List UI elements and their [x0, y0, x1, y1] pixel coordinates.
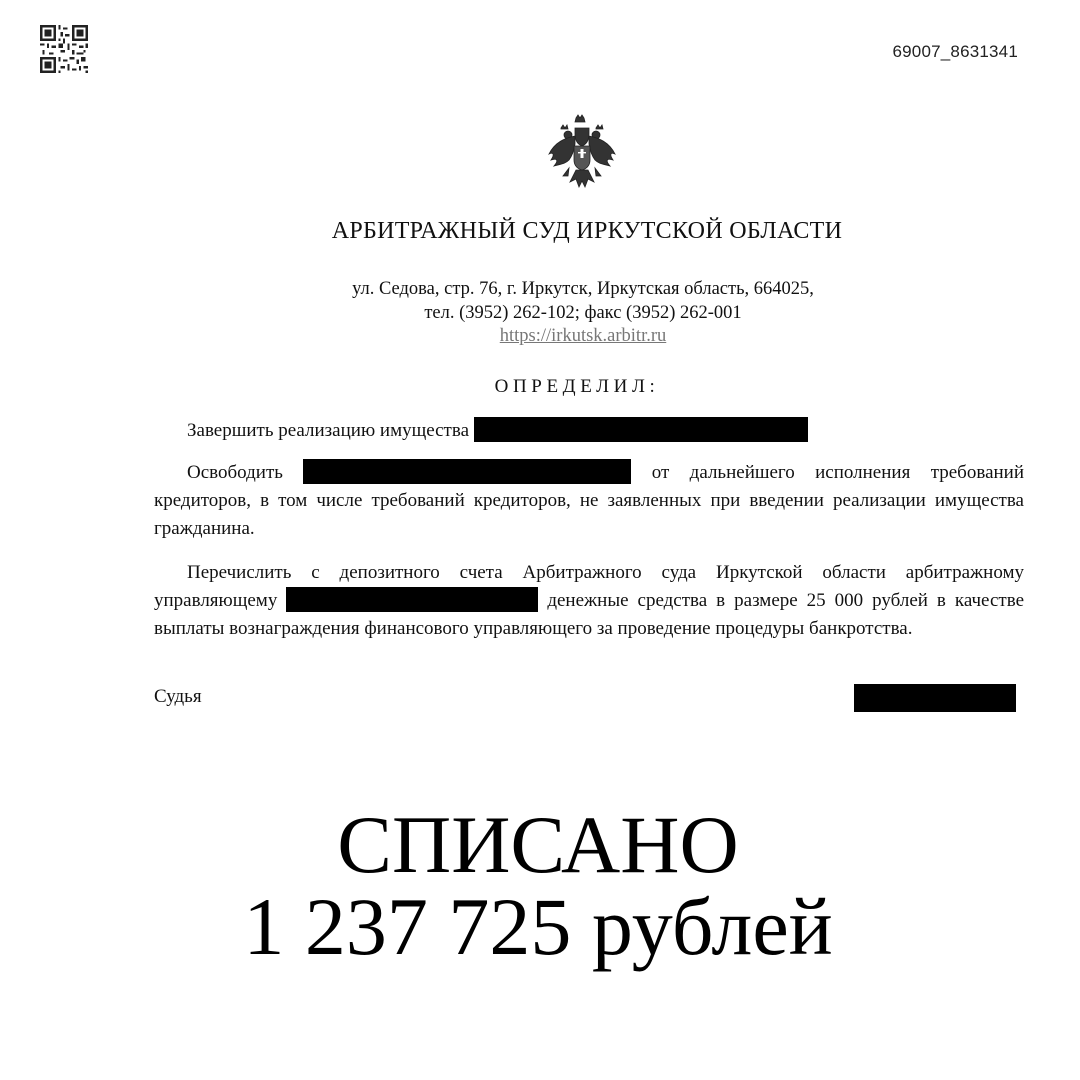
- ruling-heading: ОПРЕДЕЛИЛ:: [494, 376, 660, 397]
- paragraph-text: Завершить реализацию имущества: [187, 420, 474, 441]
- court-address-block: [0, 278, 1080, 349]
- court-website-link[interactable]: https://irkutsk.arbitr.ru: [499, 326, 667, 346]
- address-line: ул. Седова, стр. 76, г. Иркутск, Иркутская область, 664025,: [352, 279, 814, 299]
- overlay-amount: 1 237 725 рублей: [243, 881, 833, 972]
- overlay-headline: СПИСАНО: [337, 799, 739, 890]
- paragraph-text: Перечислить с депозитного счета Арбитражного суда Иркутской области арбитражному управляющему: [154, 562, 1024, 611]
- document-number: 69007_8631341: [892, 42, 1018, 61]
- redacted-judge-name: [854, 684, 1016, 712]
- paragraph-text: от дальнейшего исполнения требований кредиторов, в том числе требований кредиторов, не заявленных при введении реализации имущества гражданина.: [154, 462, 1025, 539]
- ruling-paragraph-3: [154, 559, 1024, 643]
- redacted-name: [474, 417, 808, 442]
- contact-line: тел. (3952) 262-102; факс (3952) 262-001: [424, 302, 742, 323]
- redacted-name: [286, 587, 538, 612]
- paragraph-text: Освободить: [187, 462, 304, 483]
- ruling-paragraph-2: [154, 459, 1024, 543]
- ruling-paragraph-1: [154, 417, 1024, 445]
- paragraph-text: денежные средства в размере 25 000 рублей в качестве выплаты вознаграждения финансового управляющего за проведение процедуры банкротства.: [154, 590, 1024, 639]
- judge-label: Судья: [154, 686, 202, 707]
- redacted-name: [303, 459, 631, 484]
- russian-coat-of-arms-icon: [545, 114, 619, 192]
- court-name: АРБИТРАЖНЫЙ СУД ИРКУТСКОЙ ОБЛАСТИ: [331, 218, 843, 244]
- qr-code-icon: [40, 25, 88, 73]
